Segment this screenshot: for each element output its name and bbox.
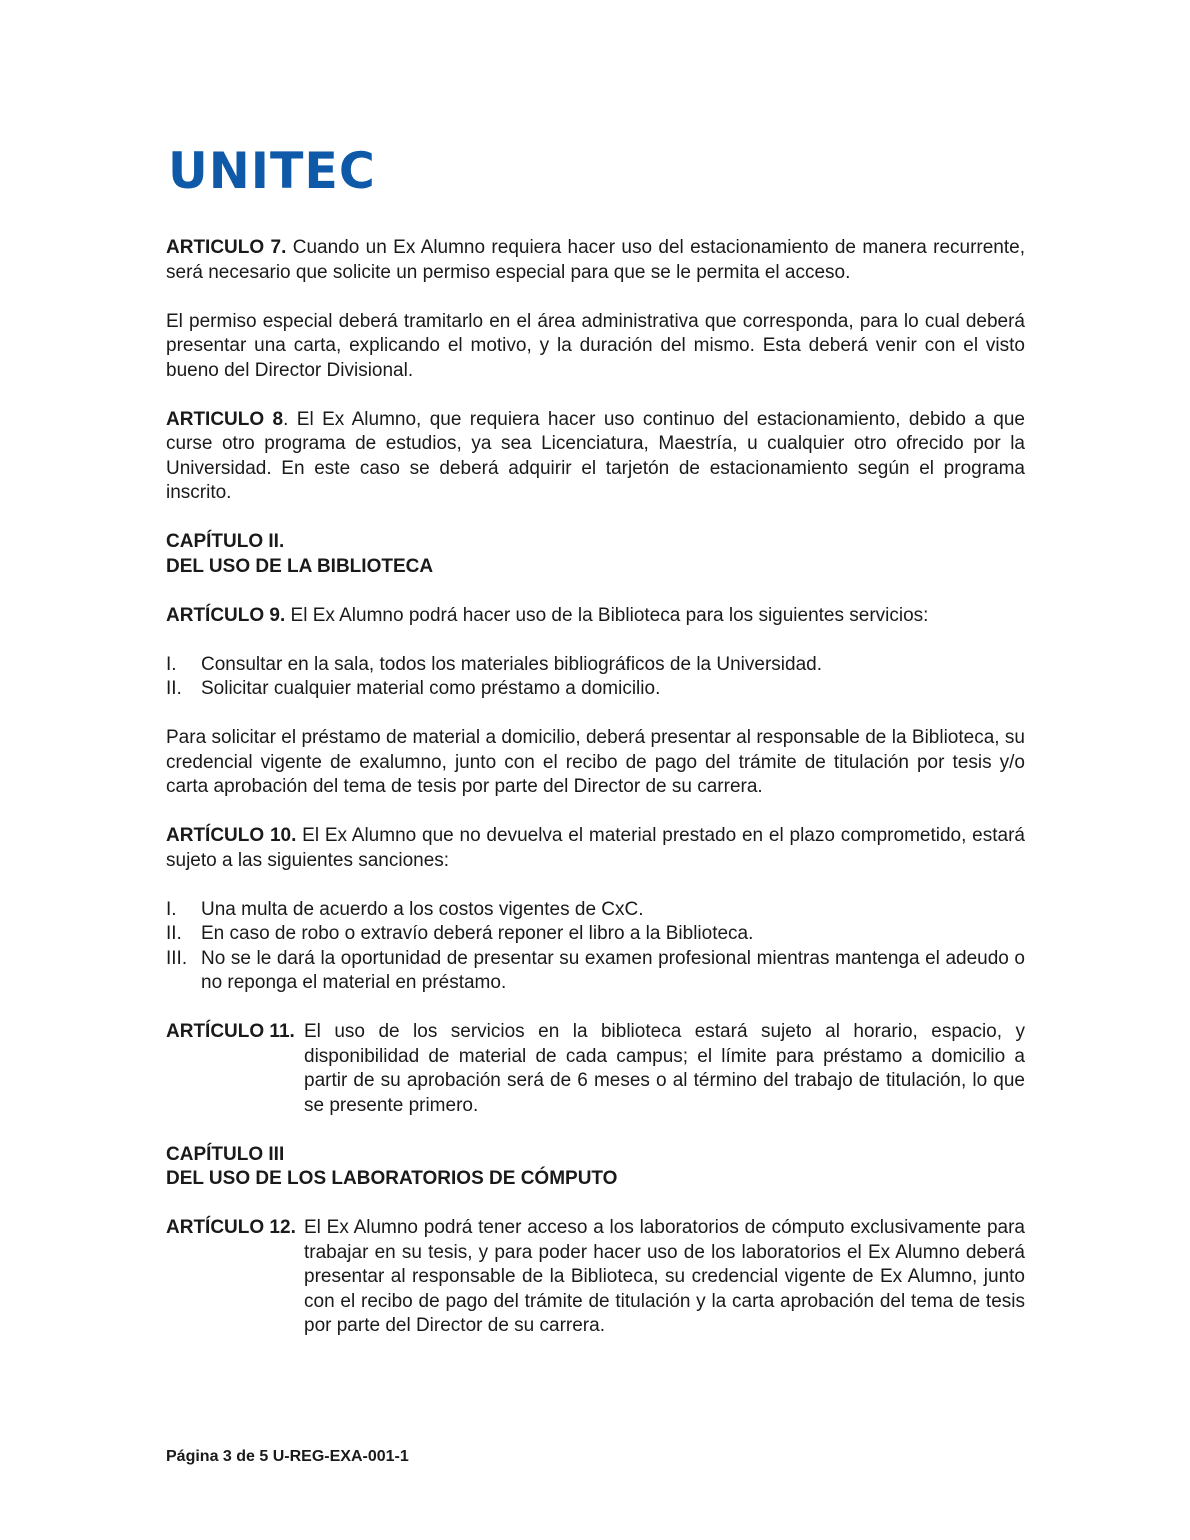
list-item: [166, 898, 1025, 923]
page-footer: Página 3 de 5 U-REG-EXA-001-1: [166, 1448, 409, 1465]
article-7: [166, 236, 1025, 285]
list-item: [166, 677, 1025, 702]
article-11-text: El uso de los servicios en la biblioteca estará sujeto al horario, espacio, y disponibilidad de material de cada campus; el límite para préstamo a domicilio a partir de su aprobación será de 6 meses o al término del trabajo de titulación, lo que se presente primero.: [304, 1021, 1025, 1116]
list-item-text: Una multa de acuerdo a los costos vigentes de CxC.: [201, 898, 644, 920]
article-10-text: El Ex Alumno que no devuelva el material prestado en el plazo comprometido, estará sujeto a las siguientes sanciones:: [166, 825, 1025, 871]
article-8-label: ARTICULO 8: [166, 408, 284, 430]
list-item-text: Consultar en la sala, todos los materiales bibliográficos de la Universidad.: [201, 653, 822, 675]
chapter-2-title: CAPÍTULO II.: [166, 531, 285, 552]
article-9-text: El Ex Alumno podrá hacer uso de la Biblioteca para los siguientes servicios:: [285, 604, 929, 626]
chapter-2-subtitle: DEL USO DE LA BIBLIOTECA: [166, 555, 434, 577]
article-8: [166, 408, 1025, 506]
article-12-label: ARTÍCULO 12.: [166, 1217, 296, 1238]
article-12: [166, 1216, 1025, 1339]
list-item-number: II.: [166, 923, 182, 944]
article-9-paragraph-2: Para solicitar el préstamo de material a domicilio, deberá presentar al responsable de la Biblioteca, su credencial vigente de exalumno, junto con el recibo de pago del trámite de titulación por tesis y/o carta aprobación del tema de tesis por parte del Director de su carrera.: [166, 727, 1025, 797]
chapter-3-subtitle: DEL USO DE LOS LABORATORIOS DE CÓMPUTO: [166, 1168, 618, 1189]
article-9-list: [166, 653, 1025, 702]
unitec-logo: UNITEC: [168, 142, 376, 200]
article-11: [166, 1020, 1025, 1118]
list-item-number: I.: [166, 653, 177, 675]
article-10: [166, 824, 1025, 873]
article-9: [166, 604, 1025, 629]
article-10-label: ARTÍCULO 10.: [166, 825, 297, 846]
list-item: [166, 922, 1025, 947]
chapter-3-title: CAPÍTULO III: [166, 1143, 285, 1165]
document-body: [166, 236, 1025, 1339]
list-item: [166, 947, 1025, 996]
article-7-text: Cuando un Ex Alumno requiera hacer uso del estacionamiento de manera recurrente, será necesario que solicite un permiso especial para que se le permita el acceso.: [166, 237, 1025, 283]
list-item-text: Solicitar cualquier material como préstamo a domicilio.: [201, 678, 661, 699]
article-12-text: El Ex Alumno podrá tener acceso a los laboratorios de cómputo exclusivamente para trabajar en su tesis, y para poder hacer uso de los laboratorios el Ex Alumno deberá presentar al responsable de la Biblioteca, su credencial vigente de Ex Alumno, junto con el recibo de pago del trámite de titulación y la carta aprobación del tema de tesis por parte del Director de su carrera.: [304, 1217, 1025, 1336]
list-item-number: III.: [166, 947, 188, 969]
article-9-label: ARTÍCULO 9.: [166, 604, 286, 626]
list-item-text: En caso de robo o extravío deberá reponer el libro a la Biblioteca.: [201, 923, 754, 944]
article-10-list: [166, 898, 1025, 996]
article-7-paragraph-2: El permiso especial deberá tramitarlo en el área administrativa que corresponda, para lo cual deberá presentar una carta, explicando el motivo, y la duración del mismo. Esta deberá venir con el visto bueno del Director Divisional.: [166, 310, 1025, 381]
article-8-text: . El Ex Alumno, que requiera hacer uso continuo del estacionamiento, debido a que curse otro programa de estudios, ya sea Licenciatura, Maestría, u cualquier otro ofrecido por la Universidad. En este caso se deberá adquirir el tarjetón de estacionamiento según el programa inscrito.: [166, 408, 1025, 503]
list-item-number: I.: [166, 898, 177, 920]
list-item-text: No se le dará la oportunidad de presentar su examen profesional mientras mantenga el adeudo o no reponga el material en préstamo.: [201, 947, 1025, 993]
article-11-label: ARTÍCULO 11.: [166, 1021, 295, 1042]
article-7-label: ARTICULO 7.: [166, 237, 287, 258]
list-item: [166, 653, 1025, 678]
list-item-number: II.: [166, 678, 182, 699]
